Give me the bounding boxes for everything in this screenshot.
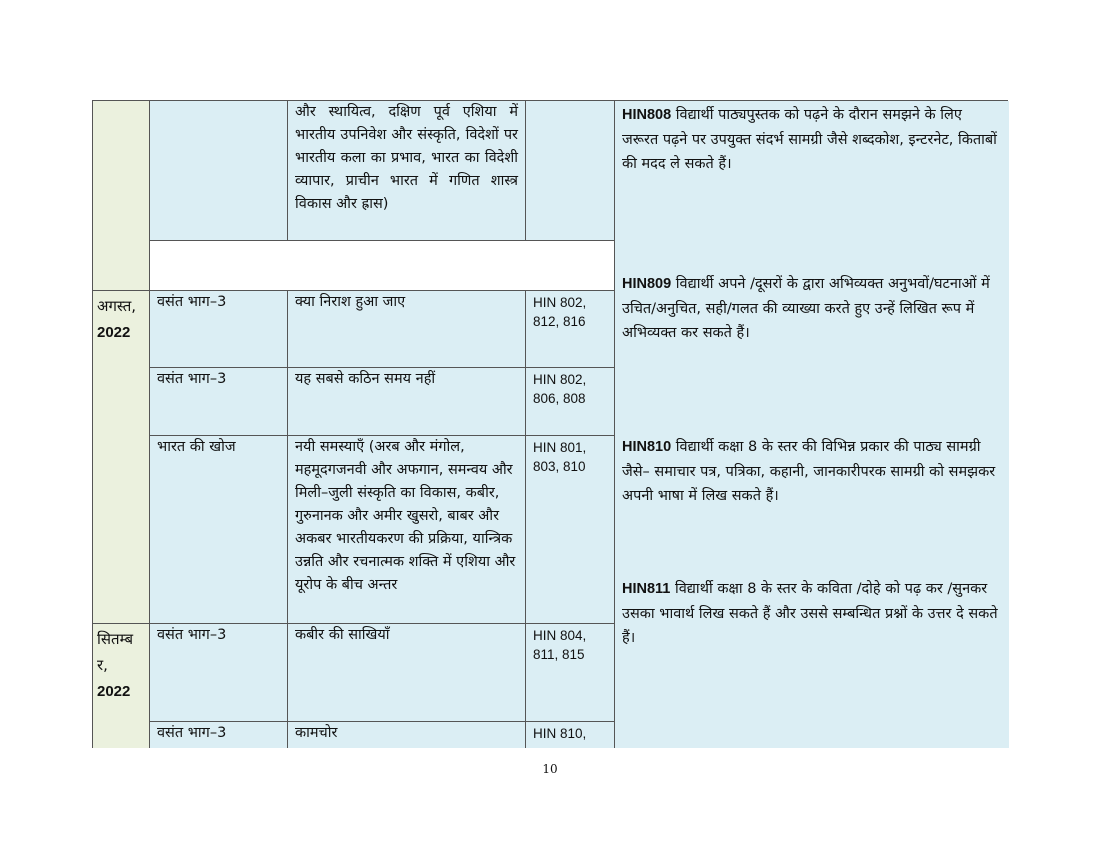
topic-text: नयी समस्याएँ (अरब और मंगोल, महमूदगजनवी और अफगान, समन्वय और मिली–जुली संस्कृति का विकास, कबीर, गुरुनानक और अमीर खुसरो, बाबर और अकबर भारतीयकरण की प्रक्रिया, यान्त्रिक उन्नति और रचनात्मक शक्ति में एशिया और यूरोप के बीच अन्तर	[295, 439, 516, 593]
book-cell	[150, 291, 288, 368]
book-name: वसंत भाग–3	[157, 627, 227, 643]
book-cell	[150, 722, 288, 748]
book-cell	[150, 101, 288, 241]
outcome-text: विद्यार्थी पाठ्यपुस्तक को पढ़ने के दौरान समझने के लिए जरूरत पढ़ने पर उपयुक्त संदर्भ सामग्री जैसे शब्दकोश, इन्टरनेट, किताबों की मदद ले सकते हैं।	[622, 107, 997, 172]
learning-outcomes-cell	[615, 101, 1009, 748]
topic-cell	[288, 101, 526, 241]
code-cell	[526, 624, 615, 722]
topic-text: क्या निराश हुआ जाए	[295, 294, 406, 310]
learning-outcome	[622, 272, 1002, 346]
outcome-text: विद्यार्थी कक्षा 8 के स्तर की विभिन्न प्रकार की पाठ्य सामग्री जैसे– समाचार पत्र, पत्रिका, कहानी, जानकारीपरक सामग्री को समझकर अपनी भाषा में लिख सकते हैं।	[622, 439, 996, 504]
book-cell	[150, 436, 288, 624]
month-label: अगस्त,	[97, 297, 137, 315]
code-cell	[526, 291, 615, 368]
code-cell	[526, 722, 615, 748]
topic-text: कामचोर	[295, 725, 338, 741]
topic-text: कबीर की साखियाँ	[295, 627, 390, 643]
book-name: भारत की खोज	[157, 439, 236, 455]
book-cell	[150, 368, 288, 436]
topic-cell	[288, 436, 526, 624]
code-cell	[526, 101, 615, 241]
outcome-code: HIN810	[622, 439, 672, 455]
syllabus-table	[92, 100, 1008, 748]
month-label: सितम्ब	[97, 630, 134, 648]
month-year: 2022	[97, 324, 131, 341]
outcome-codes: HIN 802, 806, 808	[533, 372, 587, 406]
month-year: 2022	[97, 683, 131, 700]
code-cell	[526, 436, 615, 624]
outcome-code: HIN808	[622, 107, 672, 123]
month-cell-continued	[93, 101, 150, 291]
outcome-text: विद्यार्थी कक्षा 8 के स्तर के कविता /दोहे को पढ़ कर /सुनकर उसका भावार्थ लिख सकते हैं और उससे सम्बन्धित प्रश्नों के उत्तर दे सकते हैं।	[622, 581, 998, 646]
month-cell-september	[93, 624, 150, 748]
book-name: वसंत भाग–3	[157, 371, 227, 387]
topic-text: और स्थायित्व, दक्षिण पूर्व एशिया में भारतीय उपनिवेश और संस्कृति, विदेशों पर भारतीय कला का प्रभाव, भारत का विदेशी व्यापार, प्राचीन भारत में गणित शास्त्र विकास और ह्रास)	[295, 104, 518, 212]
topic-text: यह सबसे कठिन समय नहीं	[295, 371, 436, 387]
learning-outcome	[622, 103, 1002, 177]
topic-cell	[288, 291, 526, 368]
outcome-text: विद्यार्थी अपने /दूसरों के द्वारा अभिव्यक्त अनुभवों/घटनाओं में उचित/अनुचित, सही/गलत की व्याख्या करते हुए उन्हें लिखित रूप में अभिव्यक्त कर सकते हैं।	[622, 276, 990, 341]
outcome-codes: HIN 810,	[533, 726, 587, 741]
code-cell	[526, 368, 615, 436]
book-name: वसंत भाग–3	[157, 725, 227, 741]
outcome-codes: HIN 804, 811, 815	[533, 628, 587, 662]
outcome-codes: HIN 801, 803, 810	[533, 440, 587, 474]
outcome-codes: HIN 802, 812, 816	[533, 295, 587, 329]
topic-cell	[288, 368, 526, 436]
page-number: 10	[542, 762, 558, 776]
topic-cell	[288, 722, 526, 748]
outcome-code: HIN811	[622, 581, 671, 597]
learning-outcome	[622, 577, 1002, 651]
book-name: वसंत भाग–3	[157, 294, 227, 310]
learning-outcome	[622, 435, 1002, 509]
assessment-test-row	[150, 241, 615, 291]
topic-cell	[288, 624, 526, 722]
month-cell-august	[93, 291, 150, 624]
month-label: र,	[97, 656, 108, 674]
outcome-code: HIN809	[622, 276, 672, 292]
book-cell	[150, 624, 288, 722]
